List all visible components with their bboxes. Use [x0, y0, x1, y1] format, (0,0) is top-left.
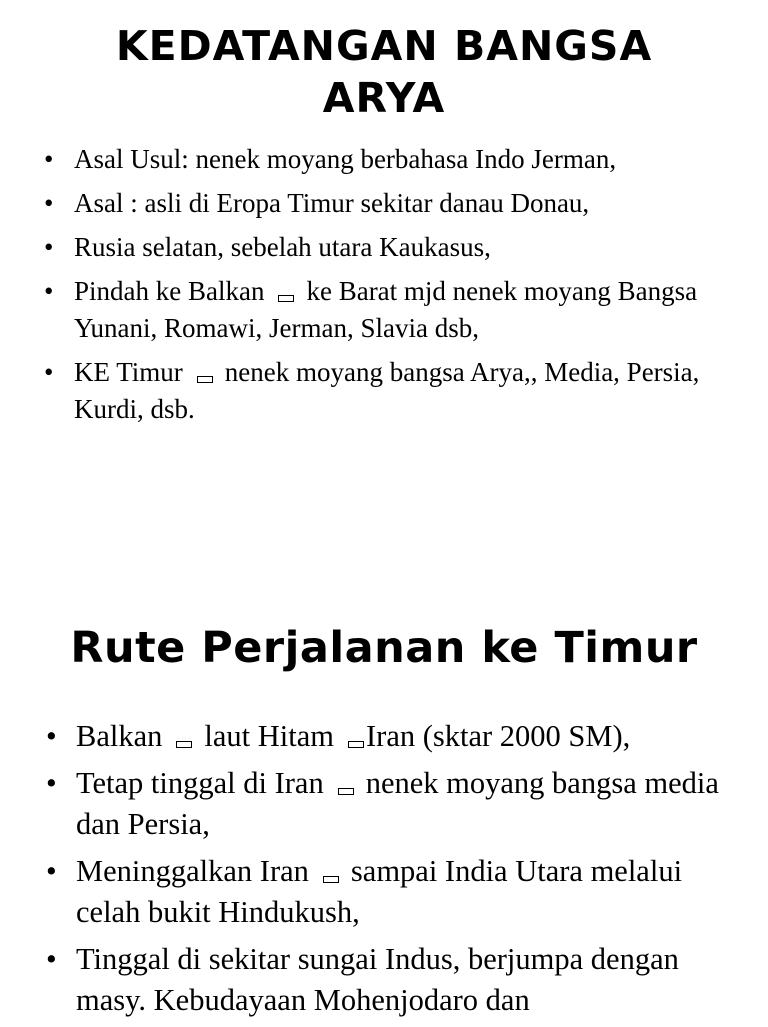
- slide-title: Rute Perjalanan ke Timur: [70, 623, 698, 673]
- bullet-text-before: Tetap tinggal di Iran: [76, 766, 324, 800]
- bullet-text-part3: Iran (sktar 2000 SM),: [366, 719, 631, 753]
- slide-rute-perjalanan: [0, 512, 768, 1024]
- bullet-text-before: Pindah ke Balkan: [74, 276, 265, 306]
- bullet-text-part1: Balkan: [76, 719, 163, 753]
- bullet-list: [44, 141, 744, 435]
- bullet-text-part2: laut Hitam: [204, 719, 335, 753]
- arrow-icon: [197, 376, 213, 383]
- arrow-icon: [348, 741, 364, 748]
- bullet-text-before: KE Timur: [74, 357, 183, 387]
- list-item: [46, 763, 746, 845]
- list-item: [44, 354, 744, 428]
- bullet-text-after: ke Barat mjd nenek moyang Bangsa Yunani, Romawi, Jerman, Slavia dsb,: [74, 276, 698, 343]
- arrow-icon: [176, 741, 192, 748]
- bullet-text-after: nenek moyang bangsa media dan Persia,: [76, 766, 719, 841]
- list-item: [44, 229, 744, 266]
- bullet-text-after: sampai India Utara melalui celah bukit Hindukush,: [76, 854, 683, 929]
- bullet-text: Rusia selatan, sebelah utara Kaukasus,: [74, 232, 491, 262]
- slide-title: KEDATANGAN BANGSA ARYA: [115, 22, 653, 122]
- arrow-icon: [338, 788, 354, 795]
- bullet-text: Tinggal di sekitar sungai Indus, berjumpa dengan masy. Kebudayaan Mohenjodaro dan: [76, 942, 679, 1017]
- list-item: [44, 141, 744, 178]
- arrow-icon: [278, 295, 294, 302]
- bullet-text-before: Meninggalkan Iran: [76, 854, 309, 888]
- slide-kedatangan-bangsa-arya: [0, 0, 768, 512]
- bullet-list: [46, 716, 746, 1027]
- bullet-text: Asal : asli di Eropa Timur sekitar danau Donau,: [74, 188, 590, 218]
- list-item: [46, 939, 746, 1021]
- arrow-icon: [323, 876, 339, 883]
- list-item: [44, 273, 744, 347]
- list-item: [44, 185, 744, 222]
- bullet-text-after: nenek moyang bangsa Arya,, Media, Persia, Kurdi, dsb.: [74, 357, 700, 424]
- list-item: [46, 851, 746, 933]
- bullet-text: Asal Usul: nenek moyang berbahasa Indo Jerman,: [74, 144, 617, 174]
- list-item: [46, 716, 746, 757]
